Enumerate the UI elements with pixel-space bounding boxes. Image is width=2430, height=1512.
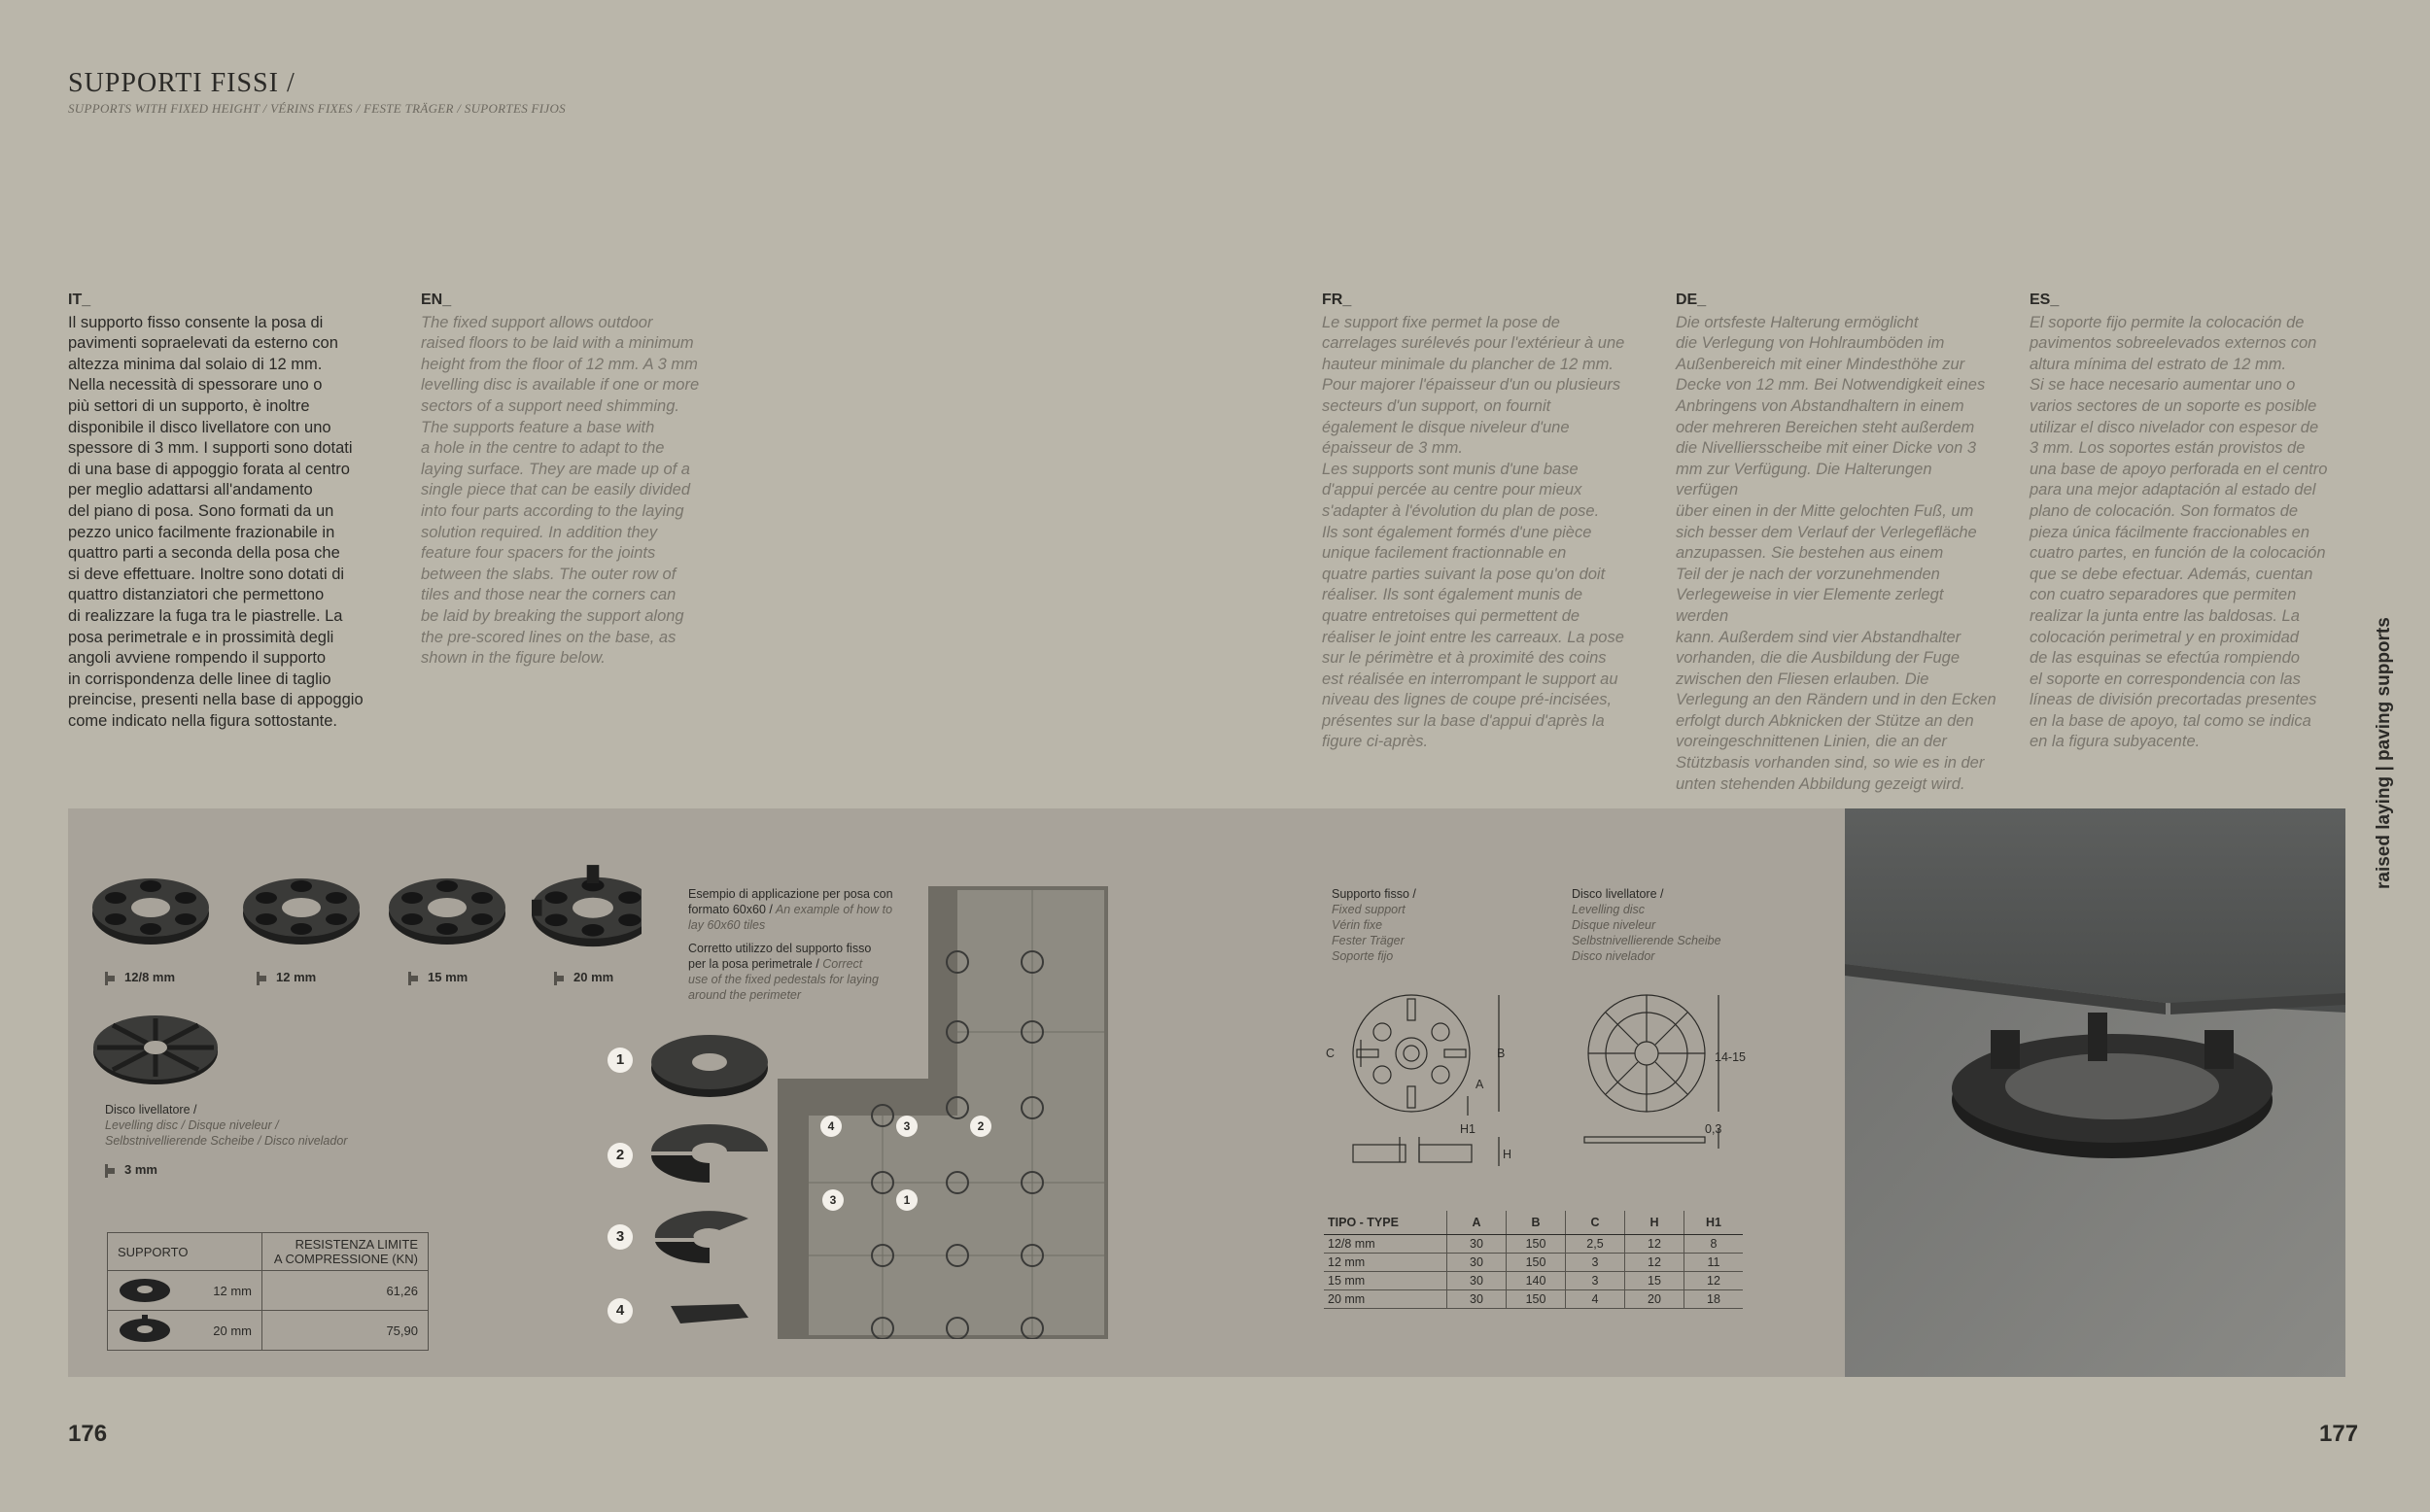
size-label-12-8: 12/8 mm: [105, 970, 175, 985]
size-label-12: 12 mm: [257, 970, 316, 985]
table-cell-icon: [108, 1311, 187, 1351]
table-cell: 30: [1447, 1254, 1507, 1272]
height-icon: [408, 972, 418, 985]
table-cell: 18: [1684, 1290, 1744, 1309]
plan-badge-3b: 3: [822, 1189, 844, 1211]
support-image-12-8: [92, 878, 209, 945]
size-label-15: 15 mm: [408, 970, 468, 985]
column-it: [68, 290, 389, 732]
plan-badge-2: 2: [970, 1116, 991, 1137]
height-icon: [105, 972, 115, 985]
table-cell: 12: [1625, 1235, 1684, 1254]
support-image-20: [532, 865, 642, 946]
table-cell: 30: [1447, 1290, 1507, 1309]
page-number-right: 177: [2319, 1421, 2359, 1447]
support-caption: Supporto fisso / Fixed support Vérin fixe Fester Träger Soporte fijo: [1332, 887, 1416, 963]
table-cell: 3: [1566, 1254, 1625, 1272]
table-cell: 30: [1447, 1235, 1507, 1254]
column-de: [1676, 290, 1996, 795]
height-icon: [105, 1164, 115, 1178]
plan-badge-3: 3: [896, 1116, 918, 1137]
table-row: [1324, 1272, 1743, 1290]
dim-h-label: H: [1503, 1148, 1512, 1161]
step-badge-2: 2: [608, 1143, 633, 1168]
table-cell: 15: [1625, 1272, 1684, 1290]
column-text: Die ortsfeste Halterung ermöglicht die Verlegung von Hohlraumböden im Außenbereich mit einer Mindesthöhe zur Decke von 12 mm. Bei Notwendigkeit eines Anbringens von Abstandhaltern in einem oder mehreren Bereichen steht außerdem die Nivelliersscheibe mit einer Dicke von 3 mm zur Verfügung. Die Halterungen verfügen über einen in der Mitte gelochten Fuß, um sich besser dem Verlauf der Verlegefläche anzupassen. Sie bestehen aus einem Teil der je nach der vorzunehmenden Verlegeweise in vier Elemente zerlegt werden kann. Außerdem sind vier Abstandhalter vorhanden, die die Ausbildung der Fuge zwischen den Fliesen erlauben. Die Verlegung an den Rändern und in den Ecken erfolgt durch Abknicken der Stütze an den voreingeschnittenen Linien, die an der Stützbasis vorhanden sind, so wie es in der unten stehenden Abbildung gezeigt wird.: [1676, 313, 1996, 793]
dim-b-label: B: [1497, 1047, 1506, 1060]
height-icon: [554, 972, 564, 985]
installation-photo: [1845, 808, 2345, 1377]
resistance-table: [107, 1232, 429, 1351]
table-cell: 12 mm: [1324, 1254, 1447, 1272]
step-badge-4: 4: [608, 1298, 633, 1323]
column-fr: [1322, 290, 1643, 753]
support-thumb-icon: [118, 1315, 172, 1344]
column-es: [2030, 290, 2350, 753]
table-cell: 12/8 mm: [1324, 1235, 1447, 1254]
perimeter-caption: Corretto utilizzo del supporto fisso per la posa perimetrale / Correct use of the fixed pedestals for laying around the perimeter: [688, 942, 879, 1002]
column-text: The fixed support allows outdoor raised floors to be laid with a minimum height from the floor of 12 mm. A 3 mm levelling disc is available if one or more sectors of a support need shimming. The supports feature a base with a hole in the centre to adapt to the laying surface. They are made up of a single piece that can be easily divided into four parts according to the laying solution required. In addition they feature four spacers for the joints between the slabs. The outer row of tiles and those near the corners can be laid by breaking the support along the pre-scored lines on the base, as shown in the figure below.: [421, 313, 700, 668]
lang-label: IT_: [68, 292, 91, 308]
lang-label: ES_: [2030, 292, 2060, 308]
lang-label: FR_: [1322, 292, 1352, 308]
step-badge-3: 3: [608, 1224, 633, 1250]
table-header: A: [1447, 1211, 1507, 1235]
lang-label: DE_: [1676, 292, 1707, 308]
table-cell: 20: [1625, 1290, 1684, 1309]
table-cell: 75,90: [262, 1311, 429, 1351]
page-number-left: 176: [68, 1421, 108, 1447]
table-cell-icon: [108, 1271, 187, 1311]
page-title: SUPPORTI FISSI /: [68, 68, 295, 98]
table-header: TIPO - TYPE: [1324, 1211, 1447, 1235]
table-cell: 150: [1507, 1254, 1566, 1272]
table-header: B: [1507, 1211, 1566, 1235]
table-header: SUPPORTO: [108, 1233, 262, 1271]
table-cell: 12: [1625, 1254, 1684, 1272]
table-cell: 12 mm: [186, 1271, 262, 1311]
table-cell: 15 mm: [1324, 1272, 1447, 1290]
table-cell: 150: [1507, 1235, 1566, 1254]
lang-label: EN_: [421, 292, 452, 308]
table-cell: 3: [1566, 1272, 1625, 1290]
table-row: [1324, 1235, 1743, 1254]
levelling-disc-image: [89, 1011, 226, 1088]
table-row: [1324, 1254, 1743, 1272]
dim-c-label: C: [1326, 1047, 1336, 1060]
table-row: [108, 1311, 429, 1351]
dim-thickness-label: 0,3: [1705, 1122, 1722, 1136]
page-subtitle: SUPPORTS WITH FIXED HEIGHT / VÉRINS FIXES / FESTE TRÄGER / SUPORTES FIJOS: [68, 101, 566, 116]
table-cell: 150: [1507, 1290, 1566, 1309]
table-cell: 140: [1507, 1272, 1566, 1290]
plan-badge-1: 1: [896, 1189, 918, 1211]
broken-support-steps: [642, 1015, 778, 1346]
table-header: RESISTENZA LIMITE A COMPRESSIONE (KN): [262, 1233, 429, 1271]
plan-badge-4: 4: [820, 1116, 842, 1137]
dim-disc-label: 14-15: [1715, 1050, 1746, 1064]
table-cell: 12: [1684, 1272, 1744, 1290]
table-row: [1324, 1290, 1743, 1309]
column-en: [421, 290, 742, 670]
size-label-20: 20 mm: [554, 970, 613, 985]
disc-diagram-caption: Disco livellatore / Levelling disc Disque niveleur Selbstnivellierende Scheibe Disco nivelador: [1572, 887, 1721, 963]
table-cell: 30: [1447, 1272, 1507, 1290]
side-label: raised laying | paving supports: [2374, 617, 2394, 889]
size-label-disc: 3 mm: [105, 1162, 157, 1178]
table-header: H1: [1684, 1211, 1744, 1235]
support-thumb-icon: [118, 1275, 172, 1304]
table-row: [108, 1271, 429, 1311]
table-cell: 11: [1684, 1254, 1744, 1272]
column-text: El soporte fijo permite la colocación de pavimentos sobreelevados externos con altura mínima del estrato de 12 mm. Si se hace necesario aumentar uno o varios sectores de un soporte es posible utilizar el disco nivelador con espesor de 3 mm. Los soportes están provistos de una base de apoyo perforada en el centro para una mejor adaptación al estado del plano de colocación. Son formatos de pieza única fácilmente fraccionables en cuatro partes, en función de la colocación que se debe efectuar. Además, cuentan con cuatro separadores que permiten realizar la junta entre las baldosas. La colocación perimetral y en proximidad de las esquinas se efectúa rompiendo el soporte en correspondencia con las líneas de división precortadas presentes en la base de apoyo, tal como se indica en la figura subyacente.: [2030, 313, 2328, 751]
table-cell: 20 mm: [186, 1311, 262, 1351]
type-table: [1324, 1211, 1743, 1309]
table-header: H: [1625, 1211, 1684, 1235]
table-cell: 20 mm: [1324, 1290, 1447, 1309]
table-header-row: [1324, 1211, 1743, 1235]
step-badge-1: 1: [608, 1048, 633, 1073]
table-cell: 61,26: [262, 1271, 429, 1311]
technical-drawings: [1322, 981, 1750, 1176]
table-header-row: [108, 1233, 429, 1271]
tile-layout-plan: [778, 886, 1108, 1339]
example-caption: Esempio di applicazione per posa con formato 60x60 / An example of how to lay 60x60 tiles: [688, 887, 893, 932]
column-text: Le support fixe permet la pose de carrelages surélevés pour l'extérieur à une hauteur minimale du plancher de 12 mm. Pour majorer l'épaisseur d'un ou plusieurs secteurs d'un support, on fournit également le disque niveleur d'une épaisseur de 3 mm. Les supports sont munis d'une base d'appui percée au centre pour mieux s'adapter à l'évolution du plan de pose. Ils sont également formés d'une pièce unique facilement fractionnable en quatre parties suivant la pose qu'on doit réaliser. Ils sont également munis de quatre entretoises qui permettent de réaliser le joint entre les carreaux. La pose sur le périmètre et à proximité des coins est réalisée en interrompant le support au niveau des lignes de coupe pré-incisées, présentes sur la base d'appui d'après la figure ci-après.: [1322, 313, 1625, 751]
table-cell: 8: [1684, 1235, 1744, 1254]
dim-a-label: A: [1475, 1078, 1484, 1091]
table-cell: 4: [1566, 1290, 1625, 1309]
table-cell: 2,5: [1566, 1235, 1625, 1254]
dim-h1-label: H1: [1460, 1122, 1475, 1136]
support-image-12: [243, 878, 360, 945]
support-image-15: [389, 878, 505, 945]
column-text: Il supporto fisso consente la posa di pavimenti sopraelevati da esterno con altezza minima dal solaio di 12 mm. Nella necessità di spessorare uno o più settori di un supporto, è inoltre disponibile il disco livellatore con uno spessore di 3 mm. I supporti sono dotati di una base di appoggio forata al centro per meglio adattarsi all'andamento del piano di posa. Sono formati da un pezzo unico facilmente frazionabile in quattro parti a seconda della posa che si deve effettuare. Inoltre sono dotati di quattro distanziatori che permettono di realizzare la fuga tra le piastrelle. La posa perimetrale e in prossimità degli angoli avviene rompendo il supporto in corrispondenza delle linee di taglio preincise, presenti nella base di appoggio come indicato nella figura sottostante.: [68, 313, 364, 730]
table-header: C: [1566, 1211, 1625, 1235]
height-icon: [257, 972, 266, 985]
disc-caption: Disco livellatore / Levelling disc / Disque niveleur / Selbstnivellierende Scheibe / Disco nivelador: [105, 1103, 348, 1148]
